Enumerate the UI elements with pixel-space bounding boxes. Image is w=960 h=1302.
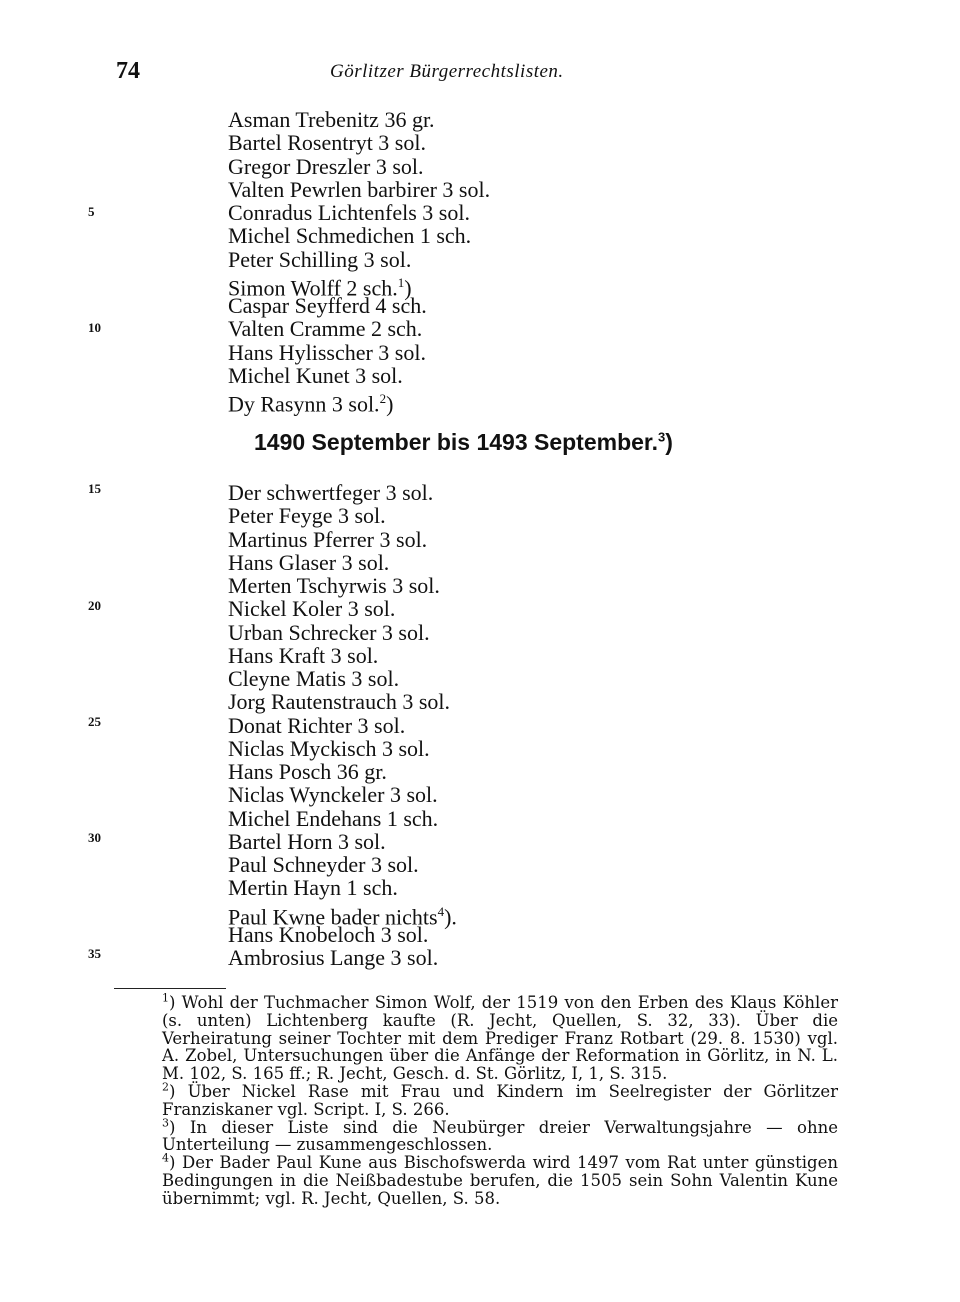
list-item: Donat Richter 3 sol. bbox=[228, 712, 406, 738]
list-item: Bartel Horn 3 sol. bbox=[228, 828, 386, 854]
list-item: Hans Hylisscher 3 sol. bbox=[228, 339, 426, 365]
list-item: Michel Kunet 3 sol. bbox=[228, 362, 403, 388]
footnote-mark: 4 bbox=[162, 1151, 169, 1165]
running-title: Görlitzer Bürgerrechtslisten. bbox=[330, 61, 564, 82]
line-number: 35 bbox=[88, 946, 101, 961]
footnote-text: Wohl der Tuchmacher Simon Wolf, der 1519 von den Erben des Klaus Köhler (s. unten) Lichtenberg kaufte (R. Jecht, Quellen, S. 32, 33). Über die Verheiratung seiner Tochter mit dem Prediger Franz Rotbart (29. 8. 1530) vgl. A. Zobel, Untersuchungen über die Anfänge der Reformation in Görlitz, in N. L. M. 102, S. 165 ff.; R. Jecht, Gesch. d. St. Görlitz, I, 1, S. 315. bbox=[162, 993, 838, 1084]
list-item: Asman Trebenitz 36 gr. bbox=[228, 107, 435, 132]
list-item: Ambrosius Lange 3 sol. bbox=[228, 945, 439, 970]
list-item: Hans Knobeloch 3 sol. bbox=[228, 921, 429, 947]
line-number: 30 bbox=[88, 830, 101, 845]
page-header bbox=[0, 58, 960, 90]
list-item: Hans Glaser 3 sol. bbox=[228, 549, 390, 575]
list-item: Michel Schmedichen 1 sch. bbox=[228, 223, 472, 249]
list-item: Mertin Hayn 1 sch. bbox=[228, 875, 398, 901]
list-item: Valten Cramme 2 sch. bbox=[228, 316, 423, 342]
line-number: 10 bbox=[88, 320, 101, 335]
page-number: 74 bbox=[116, 58, 140, 84]
list-item: Peter Feyge 3 sol. bbox=[228, 503, 386, 529]
footnote: $^3$) In dieser Liste sind die Neubürger dreier Verwaltungsjahre — ohne Unterteilung — zusammengeschlossen. bbox=[162, 1116, 838, 1155]
line-number: 5 bbox=[88, 204, 95, 219]
line-number: 20 bbox=[88, 598, 101, 613]
list-item: Simon Wolff 2 sch.$^1$) bbox=[228, 274, 412, 301]
entry-text: Paul Kwne bader nichts bbox=[228, 903, 438, 929]
list-item: Der schwertfeger 3 sol. bbox=[228, 480, 434, 505]
footnote-ref: 2 bbox=[379, 391, 387, 406]
footnote-mark: 1 bbox=[162, 991, 169, 1005]
footnote-mark: 3 bbox=[162, 1116, 169, 1130]
footnote: $^1$) Wohl der Tuchmacher Simon Wolf, der 1519 von den Erben des Klaus Köhler (s. unten) Lichtenberg kaufte (R. Jecht, Quellen, S. 32, 33). Über die Verheiratung seiner Tochter mit dem Prediger Franz Rotbart (29. 8. 1530) vgl. A. Zobel, Untersuchungen über die Anfänge der Reformation in Görlitz, in N. L. M. 102, S. 165 ff.; R. Jecht, Gesch. d. St. Görlitz, I, 1, S. 315. bbox=[162, 991, 838, 1084]
list-item: Peter Schilling 3 sol. bbox=[228, 246, 412, 272]
list-item: Jorg Rautenstrauch 3 sol. bbox=[228, 689, 451, 715]
list-item: Valten Pewrlen barbirer 3 sol. bbox=[228, 176, 491, 202]
footnote-ref: 1 bbox=[397, 274, 405, 290]
list-item: Paul Schneyder 3 sol. bbox=[228, 852, 419, 877]
footnote-text: Der Bader Paul Kune aus Bischofswerda wird 1497 vom Rat unter günstigen Bedingungen in die Neißbadestube berufen, die 1505 sein Sohn Valentin Kune übernimmt; vgl. R. Jecht, Quellen, S. 58. bbox=[162, 1153, 838, 1208]
footnote-mark: 2 bbox=[162, 1080, 169, 1094]
list-item: Paul Kwne bader nichts$^4$). bbox=[228, 903, 457, 929]
list-item: Nickel Koler 3 sol. bbox=[228, 596, 396, 622]
list-item: Niclas Myckisch 3 sol. bbox=[228, 735, 430, 761]
list-item: Conradus Lichtenfels 3 sol. bbox=[228, 200, 470, 225]
citizen-list-2 bbox=[228, 481, 457, 969]
list-item: Michel Endehans 1 sch. bbox=[228, 805, 439, 831]
entry-text: Simon Wolff 2 sch. bbox=[228, 275, 398, 301]
list-item: Gregor Dreszler 3 sol. bbox=[228, 153, 424, 179]
entry-text: Dy Rasynn 3 sol. bbox=[228, 391, 380, 417]
list-item: Niclas Wynckeler 3 sol. bbox=[228, 782, 438, 808]
list-item: Dy Rasynn 3 sol.$^2$) bbox=[228, 391, 394, 417]
section-heading-text: 1490 September bis 1493 September. bbox=[254, 429, 658, 455]
footnote-ref: 4 bbox=[437, 903, 445, 919]
line-number: 15 bbox=[88, 481, 101, 496]
footnotes bbox=[114, 991, 838, 1208]
footnote: $^2$) Über Nickel Rase mit Frau und Kindern im Seelregister der Görlitzer Franziskaner vgl. Script. I, S. 266. bbox=[162, 1080, 838, 1119]
list-item: Bartel Rosentryt 3 sol. bbox=[228, 130, 426, 156]
footnote-divider bbox=[114, 988, 226, 989]
line-number: 25 bbox=[88, 714, 101, 729]
list-item: Cleyne Matis 3 sol. bbox=[228, 666, 400, 691]
section-heading: 1490 September bis 1493 September.$^3$) bbox=[254, 429, 673, 455]
list-item: Martinus Pferrer 3 sol. bbox=[228, 526, 428, 552]
list-item: Caspar Seyfferd 4 sch. bbox=[228, 293, 427, 318]
citizen-list-1 bbox=[228, 107, 491, 417]
footnote: $^4$) Der Bader Paul Kune aus Bischofswerda wird 1497 vom Rat unter günstigen Bedingungen in die Neißbadestube berufen, die 1505 sein Sohn Valentin Kune übernimmt; vgl. R. Jecht, Quellen, S. 58. bbox=[162, 1151, 838, 1208]
list-item: Hans Posch 36 gr. bbox=[228, 759, 387, 784]
footnote-ref: 3 bbox=[658, 429, 666, 445]
list-item: Hans Kraft 3 sol. bbox=[228, 642, 379, 668]
list-item: Merten Tschyrwis 3 sol. bbox=[228, 573, 440, 598]
footnote-text: Über Nickel Rase mit Frau und Kindern im Seelregister der Görlitzer Franziskaner vgl. Script. I, S. 266. bbox=[162, 1081, 838, 1119]
list-item: Urban Schrecker 3 sol. bbox=[228, 619, 430, 645]
footnote-text: In dieser Liste sind die Neubürger dreier Verwaltungsjahre — ohne Unterteilung — zusammengeschlossen. bbox=[162, 1117, 838, 1155]
